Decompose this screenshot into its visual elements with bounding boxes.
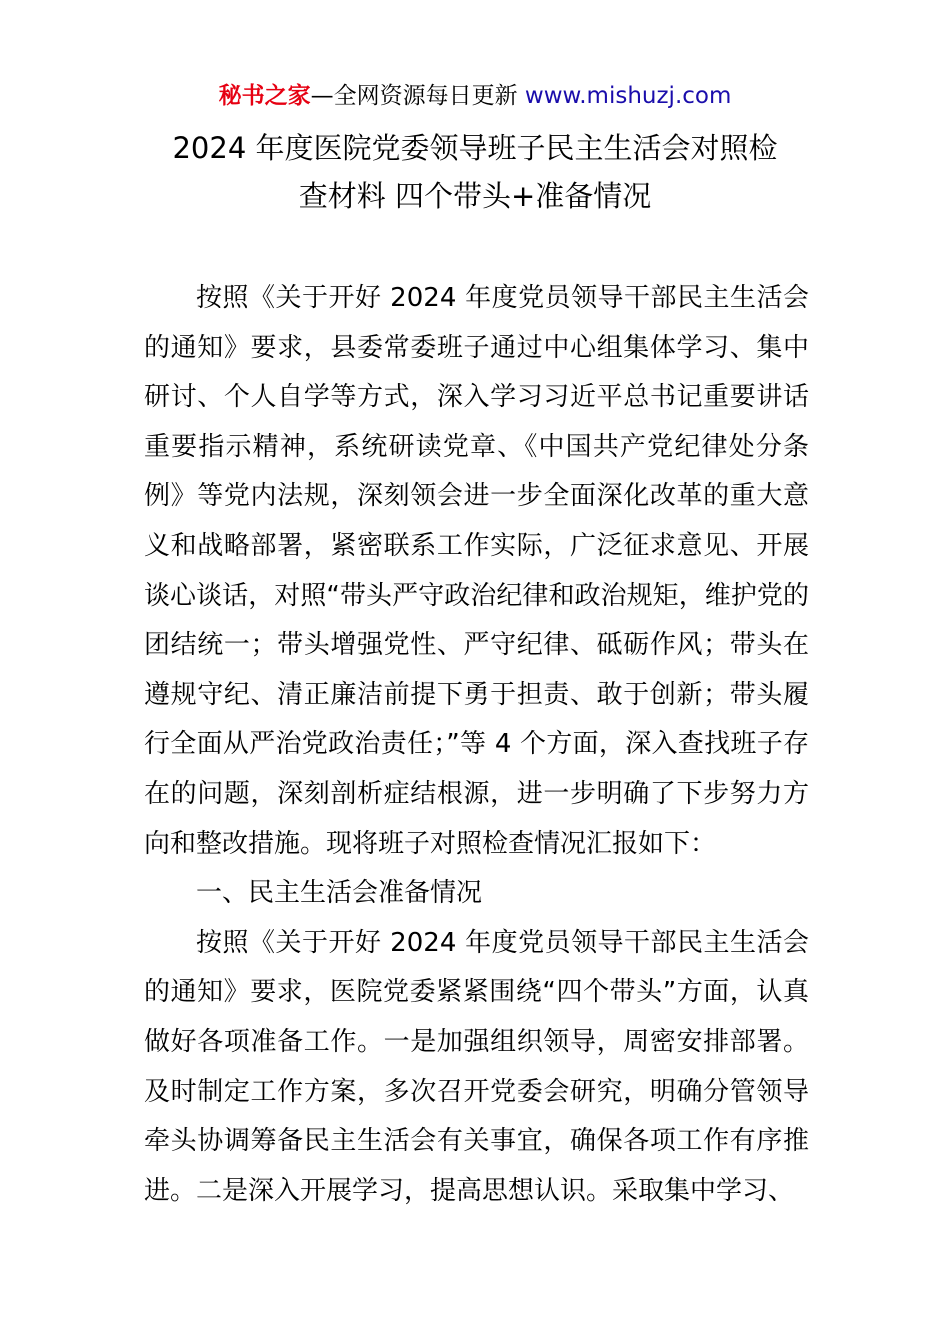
site-url-link[interactable]: www.mishuzj.com [524, 83, 732, 109]
title-line-1: 2024 年度医院党委领导班子民主生活会对照检 [172, 131, 778, 165]
header-tagline: —全网资源每日更新 [310, 83, 525, 109]
paragraph-intro: 按照《关于开好 2024 年度党员领导干部民主生活会的通知》要求，县委常委班子通过中心组集体学习、集中研讨、个人自学等方式，深入学习习近平总书记重要讲话重要指示精神，系统研读党章、《中国共产党纪律处分条例》等党内法规，深刻领会进一步全面深化改革的重大意义和战略部署，紧密联系工作实际，广泛征求意见、开展谈心谈话，对照“带头严守政治纪律和政治规矩，维护党的团结统一；带头增强党性、严守纪律、砥砺作风；带头在遵规守纪、清正廉洁前提下勇于担责、敢于创新；带头履行全面从严治党政治责任；”等 4 个方面，深入查找班子存在的问题，深刻剖析症结根源，进一步明确了下步努力方向和整改措施。现将班子对照检查情况汇报如下： [144, 283, 809, 859]
document-body [144, 274, 809, 1216]
paragraph-preparation: 按照《关于开好 2024 年度党员领导干部民主生活会的通知》要求，医院党委紧紧围绕“四个带头”方面，认真做好各项准备工作。一是加强组织领导，周密安排部署。及时制定工作方案，多次召开党委会研究，明确分管领导牵头协调筹备民主生活会有关事宜，确保各项工作有序推进。二是深入开展学习，提高思想认识。采取集中学习、 [144, 927, 809, 1206]
title-line-2: 查材料 四个带头+准备情况 [298, 179, 652, 213]
brand-name: 秘书之家 [218, 83, 311, 109]
section-heading: 一、民主生活会准备情况 [196, 878, 483, 909]
site-header [0, 80, 950, 112]
document-title [130, 124, 820, 220]
